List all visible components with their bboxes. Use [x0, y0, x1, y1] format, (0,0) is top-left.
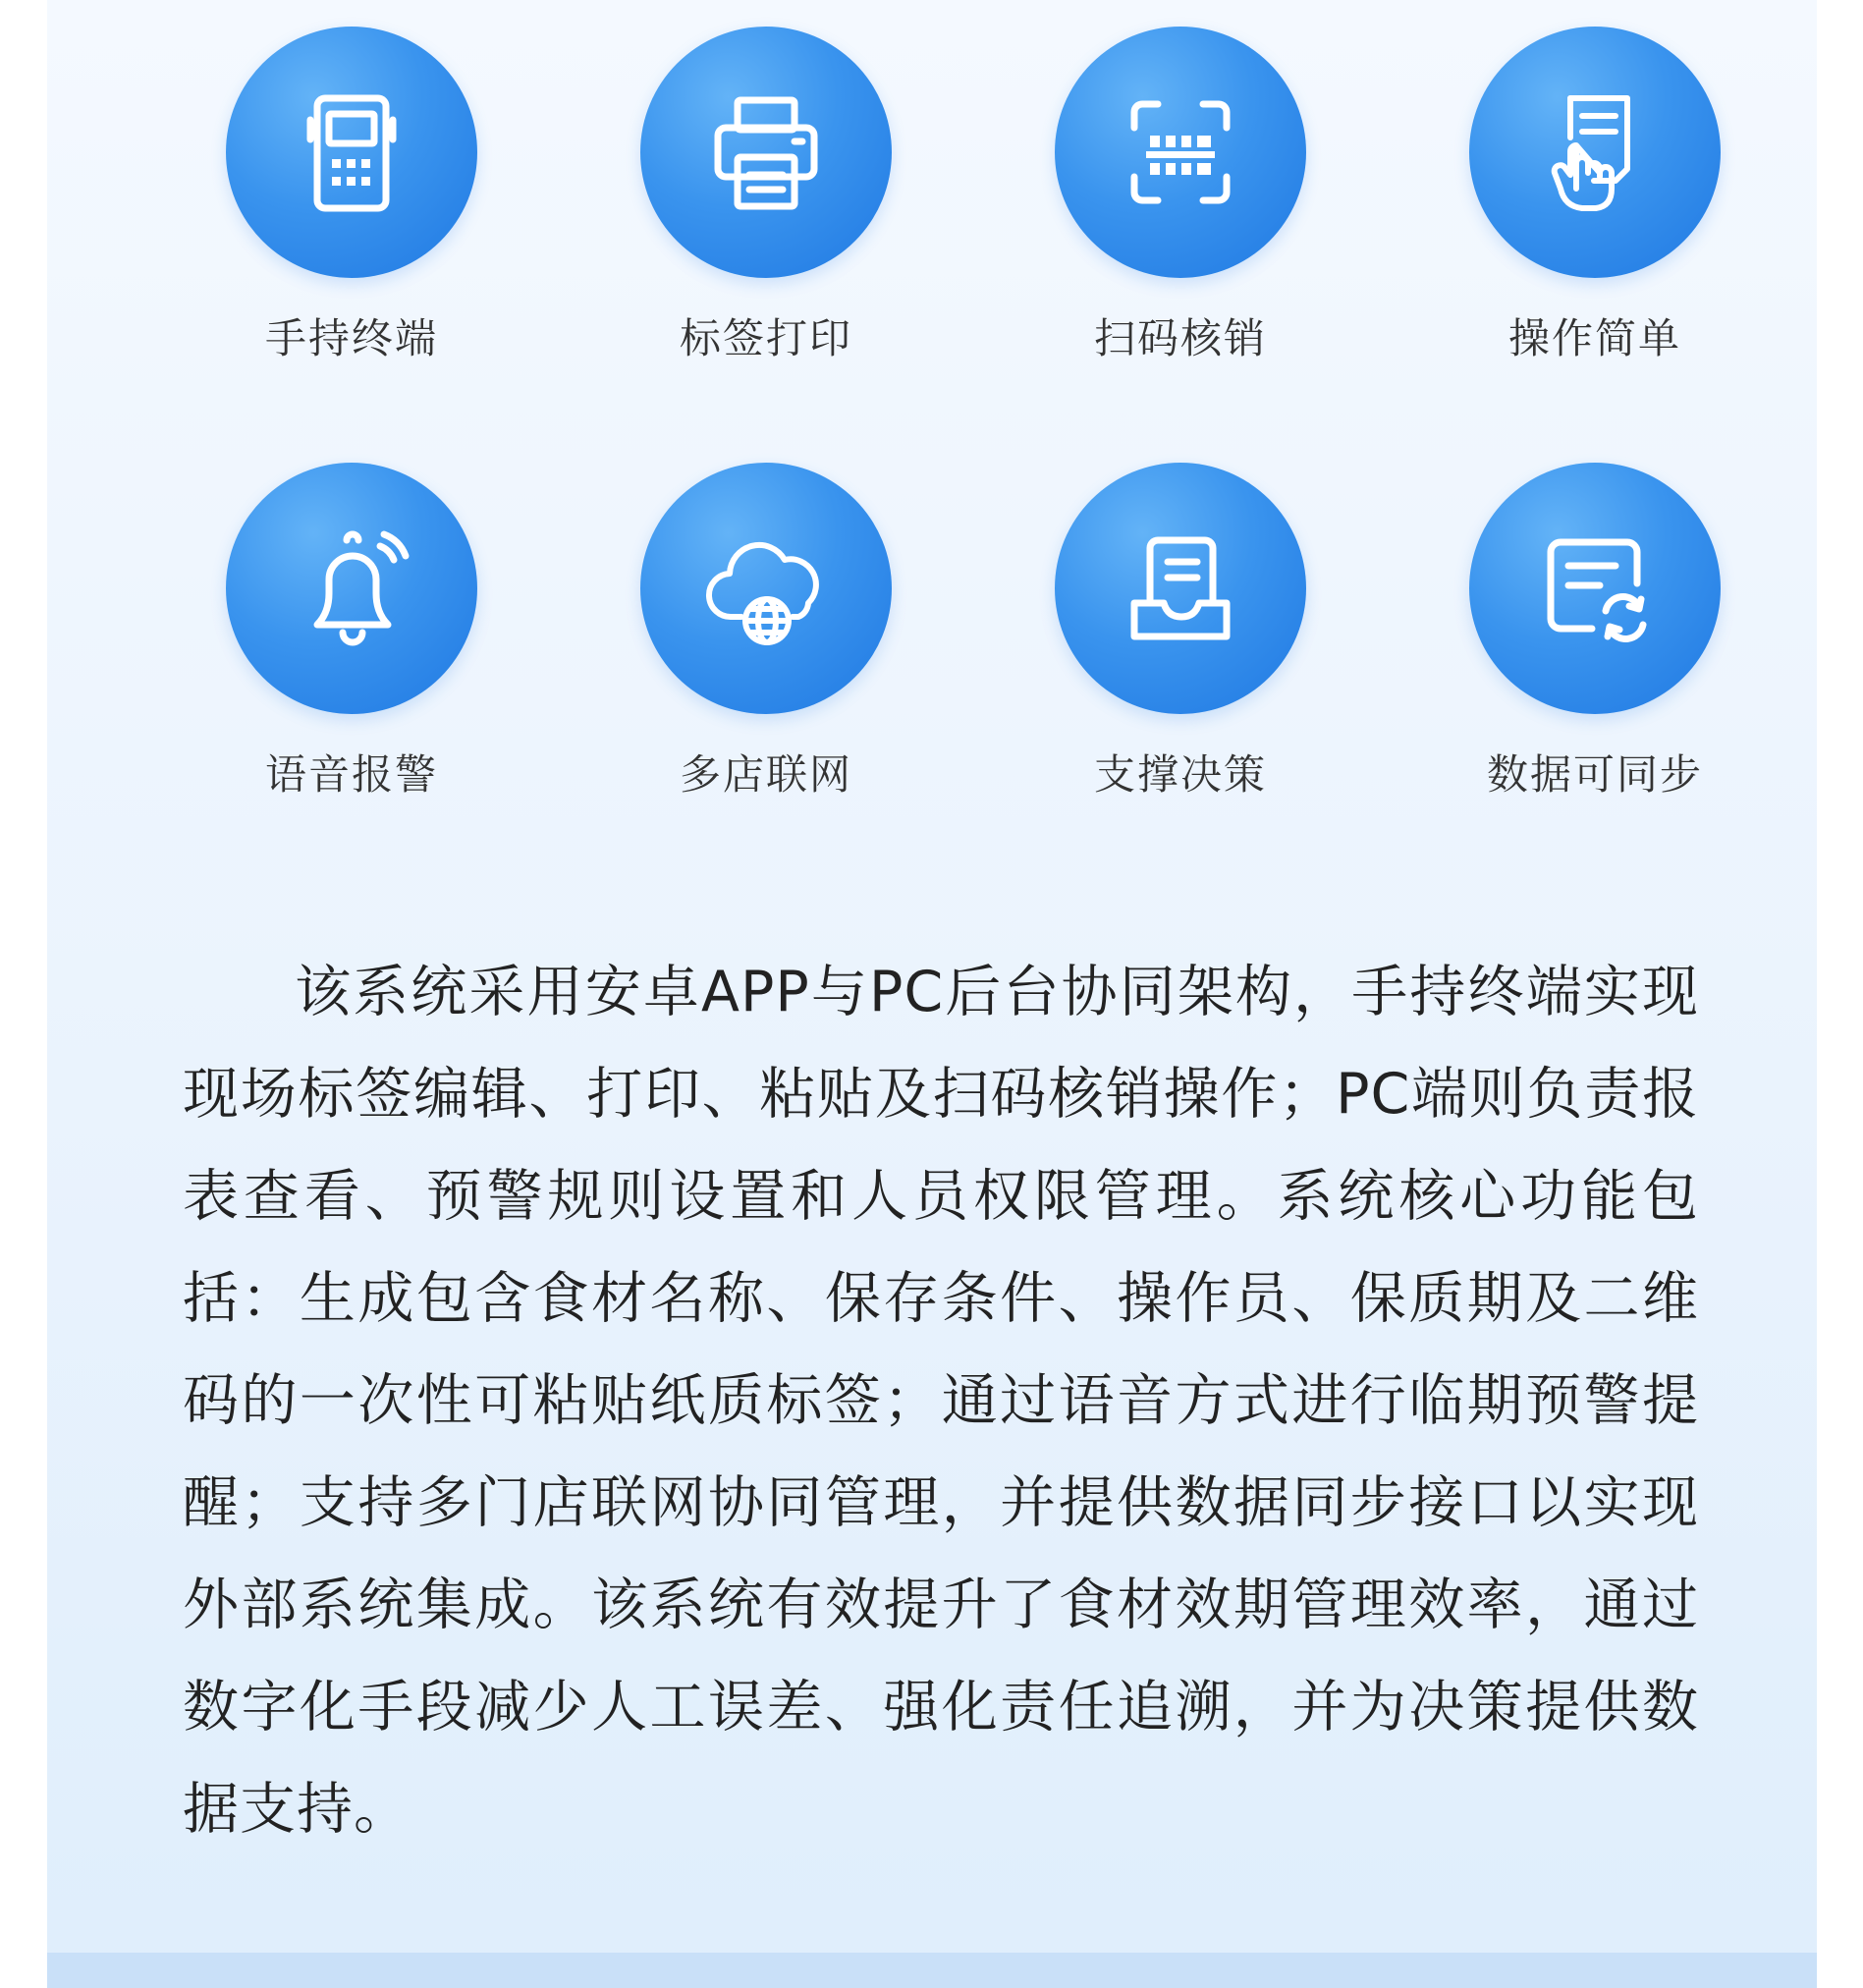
barcode-scan-icon — [1055, 27, 1306, 278]
feature-label-printing — [560, 0, 972, 373]
handheld-terminal-icon — [226, 27, 477, 278]
feature-label: 手持终端 — [264, 314, 438, 362]
feature-label: 多店联网 — [679, 750, 852, 799]
feature-decision-support — [974, 432, 1387, 805]
feature-scan-verify — [974, 0, 1387, 373]
feature-multi-store-network — [560, 432, 972, 805]
bell-icon — [226, 463, 477, 714]
feature-label: 操作简单 — [1507, 314, 1681, 362]
cloud-network-icon — [640, 463, 892, 714]
document-tray-icon — [1055, 463, 1306, 714]
bottom-divider-band — [47, 1953, 1817, 1988]
feature-label: 扫码核销 — [1093, 314, 1267, 362]
feature-label: 支撑决策 — [1093, 750, 1267, 799]
touch-document-icon — [1469, 27, 1721, 278]
page-background — [47, 0, 1817, 1988]
system-description: 该系统采用安卓APP与PC后台协同架构，手持终端实现现场标签编辑、打印、粘贴及扫码核销操作；PC端则负责报表查看、预警规则设置和人员权限管理。系统核心功能包括：生成包含食材名称、保存条件、操作员、保质期及二维码的一次性可粘贴纸质标签；通过语音方式进行临期预警提醒；支持多门店联网协同管理，并提供数据同步接口以实现外部系统集成。该系统有效提升了食材效期管理效率，通过数字化手段减少人工误差、强化责任追溯，并为决策提供数据支持。 — [183, 960, 1699, 1842]
feature-data-sync — [1389, 432, 1801, 805]
printer-icon — [640, 27, 892, 278]
feature-easy-operation — [1389, 0, 1801, 373]
feature-handheld-terminal — [145, 0, 558, 373]
feature-label: 数据可同步 — [1486, 750, 1703, 799]
feature-label: 语音报警 — [264, 750, 438, 799]
feature-voice-alarm — [145, 432, 558, 805]
sync-document-icon — [1469, 463, 1721, 714]
feature-label: 标签打印 — [679, 314, 852, 362]
